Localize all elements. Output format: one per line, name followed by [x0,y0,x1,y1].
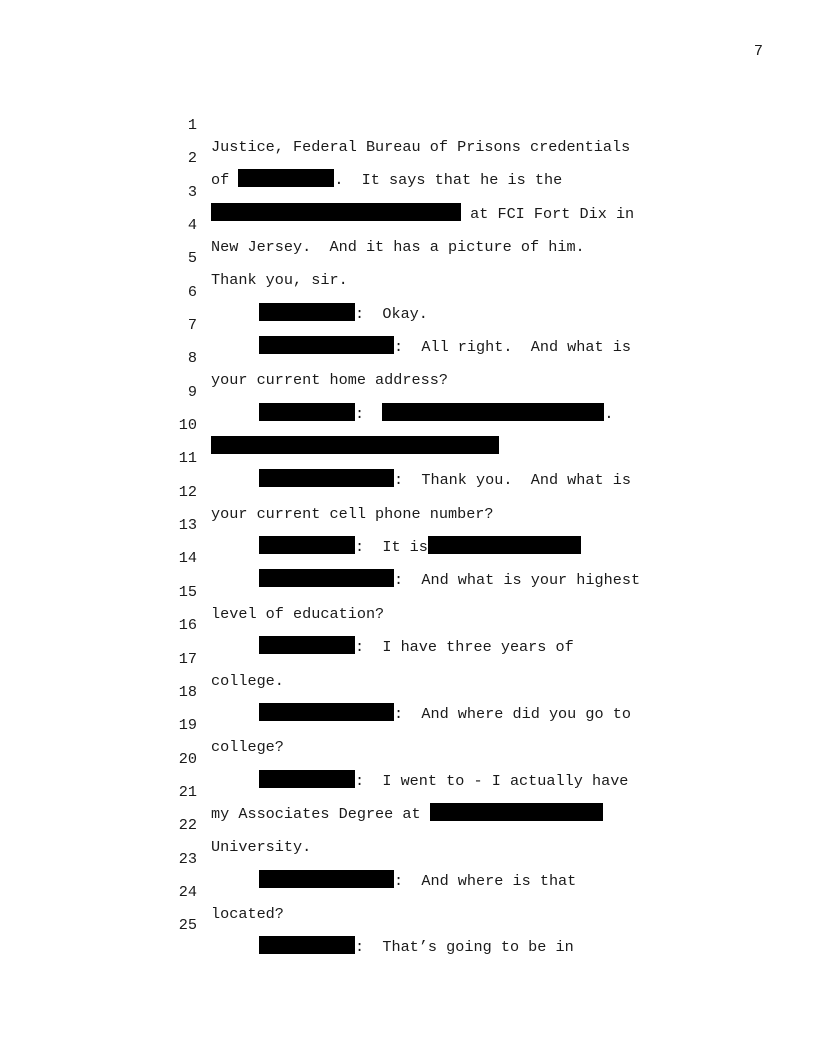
transcript-line [172,292,692,357]
line-number: 2 [187,149,197,168]
transcript-line [172,892,692,957]
line-number: 25 [178,916,197,935]
transcript-line [172,626,692,690]
line-text-segment: : Okay. [355,304,428,323]
line-text-segment: New Jersey. And it has a picture of him. [211,238,585,257]
line-number: 4 [187,216,197,235]
transcript-line [172,726,692,790]
line-text-segment: your current home address? [211,371,448,390]
line-number: 3 [187,182,197,201]
transcript-line [172,826,692,890]
line-number: 24 [178,882,197,901]
line-number: 6 [187,282,197,301]
line-number: 18 [178,682,197,701]
line-number: 21 [178,782,197,801]
line-number: 8 [187,349,197,368]
line-text-segment: : I have three years of [355,638,574,657]
transcript-line [172,92,692,156]
line-text-segment: your current cell phone number? [211,504,494,523]
transcript-line [172,492,692,557]
transcript-line [172,425,692,490]
line-text-segment: college? [211,738,284,757]
transcript-line [172,392,692,435]
transcript-line [172,792,692,857]
line-text-segment: located? [211,904,284,923]
line-number: 16 [178,616,197,635]
line-number: 22 [178,816,197,835]
transcript-body [172,92,692,957]
transcript-line [172,525,692,590]
line-text-segment: : And where did you go to [394,704,631,723]
transcript-line [172,159,692,223]
line-text-segment: : And what is your highest [394,571,641,590]
line-text-segment: Thank you, sir. [211,271,348,290]
line-text-segment: : It is [355,538,428,557]
transcript-line [172,325,692,390]
line-text-segment: college. [211,671,284,690]
transcript-line [172,559,692,623]
line-text-segment: my Associates Degree at [211,804,430,823]
line-text-segment: level of education? [211,604,385,623]
transcript-line [172,359,692,423]
line-text-segment: University. [211,838,312,857]
line-number: 12 [178,482,197,501]
line-text-segment: : And where is that [394,871,577,890]
line-text [211,936,574,958]
line-number: 11 [178,449,197,468]
transcript-line [172,692,692,757]
line-text-segment: of [211,171,239,190]
line-text-segment: : All right. And what is [394,338,631,357]
line-number: 17 [178,649,197,668]
line-text-segment: . [604,404,614,423]
line-number: 10 [178,416,197,435]
line-number: 5 [187,249,197,268]
line-number: 13 [178,516,197,535]
line-number: 20 [178,749,197,768]
line-number: 1 [187,116,197,134]
speaker-redaction [259,936,355,954]
line-text-segment: at FCI Fort Dix in [461,204,635,223]
line-number: 9 [187,382,197,401]
line-text-segment: : I went to - I actually have [355,771,629,790]
line-text-segment: : [355,404,383,423]
line-number: 15 [178,582,197,601]
page-number: 7 [753,42,763,60]
line-text-segment: : That’s going to be in [355,938,574,957]
line-text-segment: : Thank you. And what is [394,471,631,490]
transcript-line [172,759,692,823]
line-number: 14 [178,549,197,568]
line-text-segment: Justice, Federal Bureau of Prisons credentials [211,138,631,156]
transcript-line [172,659,692,723]
line-number: 23 [178,849,197,868]
transcript-line [172,125,692,190]
line-number: 7 [187,316,197,335]
transcript-line [172,259,692,323]
transcript-line [172,459,692,523]
transcript-line [172,592,692,657]
line-text-segment: . It says that he is the [334,171,563,190]
transcript-line [172,192,692,257]
transcript-line [172,225,692,290]
line-number: 19 [178,716,197,735]
transcript-line [172,859,692,923]
